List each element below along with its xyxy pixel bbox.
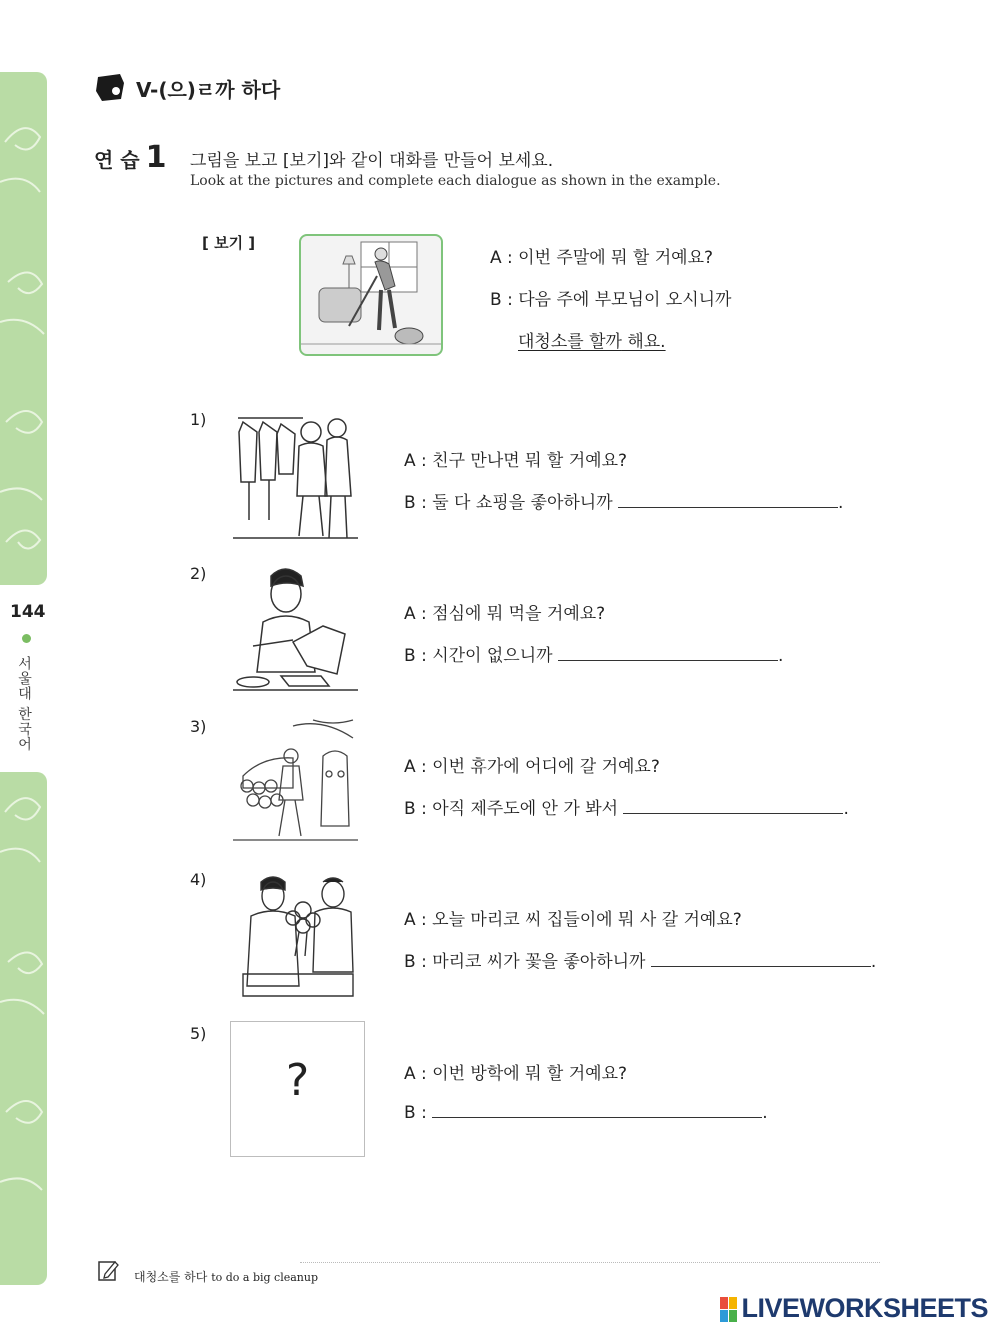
swirl-pattern-icon bbox=[0, 772, 47, 1285]
grammar-badge-icon bbox=[94, 71, 126, 103]
exercise-label bbox=[94, 140, 166, 175]
item-4-line-b: B : 마리코 씨가 꽃을 좋아하니까 . bbox=[404, 952, 877, 972]
example-label: [ 보기 ] bbox=[202, 234, 256, 252]
book-title: 서울대 한국어 bbox=[16, 656, 32, 752]
item-2-line-b: B : 시간이 없으니까 . bbox=[404, 646, 784, 666]
item-1-answer-blank[interactable] bbox=[618, 491, 838, 508]
item-2-prompt: B : 시간이 없으니까 bbox=[404, 646, 553, 666]
item-2-line-a: A : 점심에 뭐 먹을 거예요? bbox=[404, 604, 606, 624]
instruction-korean: 그림을 보고 [보기]와 같이 대화를 만들어 보세요. bbox=[190, 151, 554, 171]
footer-vocab-en: to do a big cleanup bbox=[211, 1271, 319, 1284]
page-number: 144 bbox=[10, 602, 46, 622]
footer-divider bbox=[300, 1262, 880, 1263]
example-answer bbox=[518, 327, 666, 352]
liveworksheets-logo bbox=[720, 1293, 988, 1324]
question-mark: ? bbox=[285, 1055, 310, 1106]
liveworksheets-text: LIVEWORKSHEETS bbox=[741, 1293, 988, 1323]
item-1-line-b: B : 둘 다 쇼핑을 좋아하니까 . bbox=[404, 493, 844, 513]
liveworksheets-badge-icon bbox=[720, 1297, 738, 1323]
footer-vocab-ko: 대청소를 하다 bbox=[134, 1270, 208, 1284]
swirl-pattern-icon bbox=[0, 72, 47, 585]
item-number-4: 4) bbox=[190, 870, 207, 889]
grammar-title: V-(으)ㄹ까 하다 bbox=[136, 78, 281, 102]
note-pencil-icon bbox=[97, 1258, 119, 1282]
accent-dot bbox=[22, 634, 31, 643]
item-3-prompt: B : 아직 제주도에 안 가 봐서 bbox=[404, 799, 619, 819]
item-number-1: 1) bbox=[190, 410, 207, 429]
exercise-label-text: 연 습 bbox=[94, 148, 140, 172]
example-line-b: B : 다음 주에 부모님이 오시니까 bbox=[490, 290, 732, 310]
item-number-2: 2) bbox=[190, 564, 207, 583]
vacuuming-man-icon bbox=[301, 236, 441, 354]
example-illustration bbox=[299, 234, 443, 356]
shopping-friends-icon bbox=[233, 410, 358, 542]
flower-shop-icon bbox=[233, 870, 358, 1002]
item-3-line-a: A : 이번 휴가에 어디에 갈 거예요? bbox=[404, 757, 660, 777]
example-answer-end: 해요. bbox=[621, 332, 666, 352]
footer-vocab bbox=[134, 1268, 318, 1285]
item-3-answer-blank[interactable] bbox=[623, 797, 843, 814]
example-answer-text: 대청소를 할까 bbox=[518, 332, 622, 352]
item-5-answer-blank[interactable] bbox=[432, 1101, 762, 1118]
instruction-english: Look at the pictures and complete each dialogue as shown in the example. bbox=[190, 173, 721, 189]
side-decoration-top bbox=[0, 72, 47, 585]
item-number-3: 3) bbox=[190, 717, 207, 736]
item-3-line-b: B : 아직 제주도에 안 가 봐서 . bbox=[404, 799, 849, 819]
item-2-answer-blank[interactable] bbox=[558, 644, 778, 661]
side-decoration-bottom bbox=[0, 772, 47, 1285]
exercise-number: 1 bbox=[145, 140, 167, 175]
item-4-line-a: A : 오늘 마리코 씨 집들이에 뭐 사 갈 거예요? bbox=[404, 910, 742, 930]
man-eating-reading-icon bbox=[233, 562, 358, 694]
item-4-prompt: B : 마리코 씨가 꽃을 좋아하니까 bbox=[404, 952, 646, 972]
example-line-a: A : 이번 주말에 뭐 할 거예요? bbox=[490, 248, 714, 268]
item-1-line-a: A : 친구 만나면 뭐 할 거예요? bbox=[404, 451, 628, 471]
item-5-line-b: B : . bbox=[404, 1103, 768, 1123]
item-1-prompt: B : 둘 다 쇼핑을 좋아하니까 bbox=[404, 493, 613, 513]
item-5-line-a: A : 이번 방학에 뭐 할 거예요? bbox=[404, 1064, 628, 1084]
item-5-prompt: B : bbox=[404, 1103, 427, 1123]
jeju-travel-icon bbox=[233, 716, 358, 848]
item-4-answer-blank[interactable] bbox=[651, 950, 871, 967]
item-number-5: 5) bbox=[190, 1024, 207, 1043]
